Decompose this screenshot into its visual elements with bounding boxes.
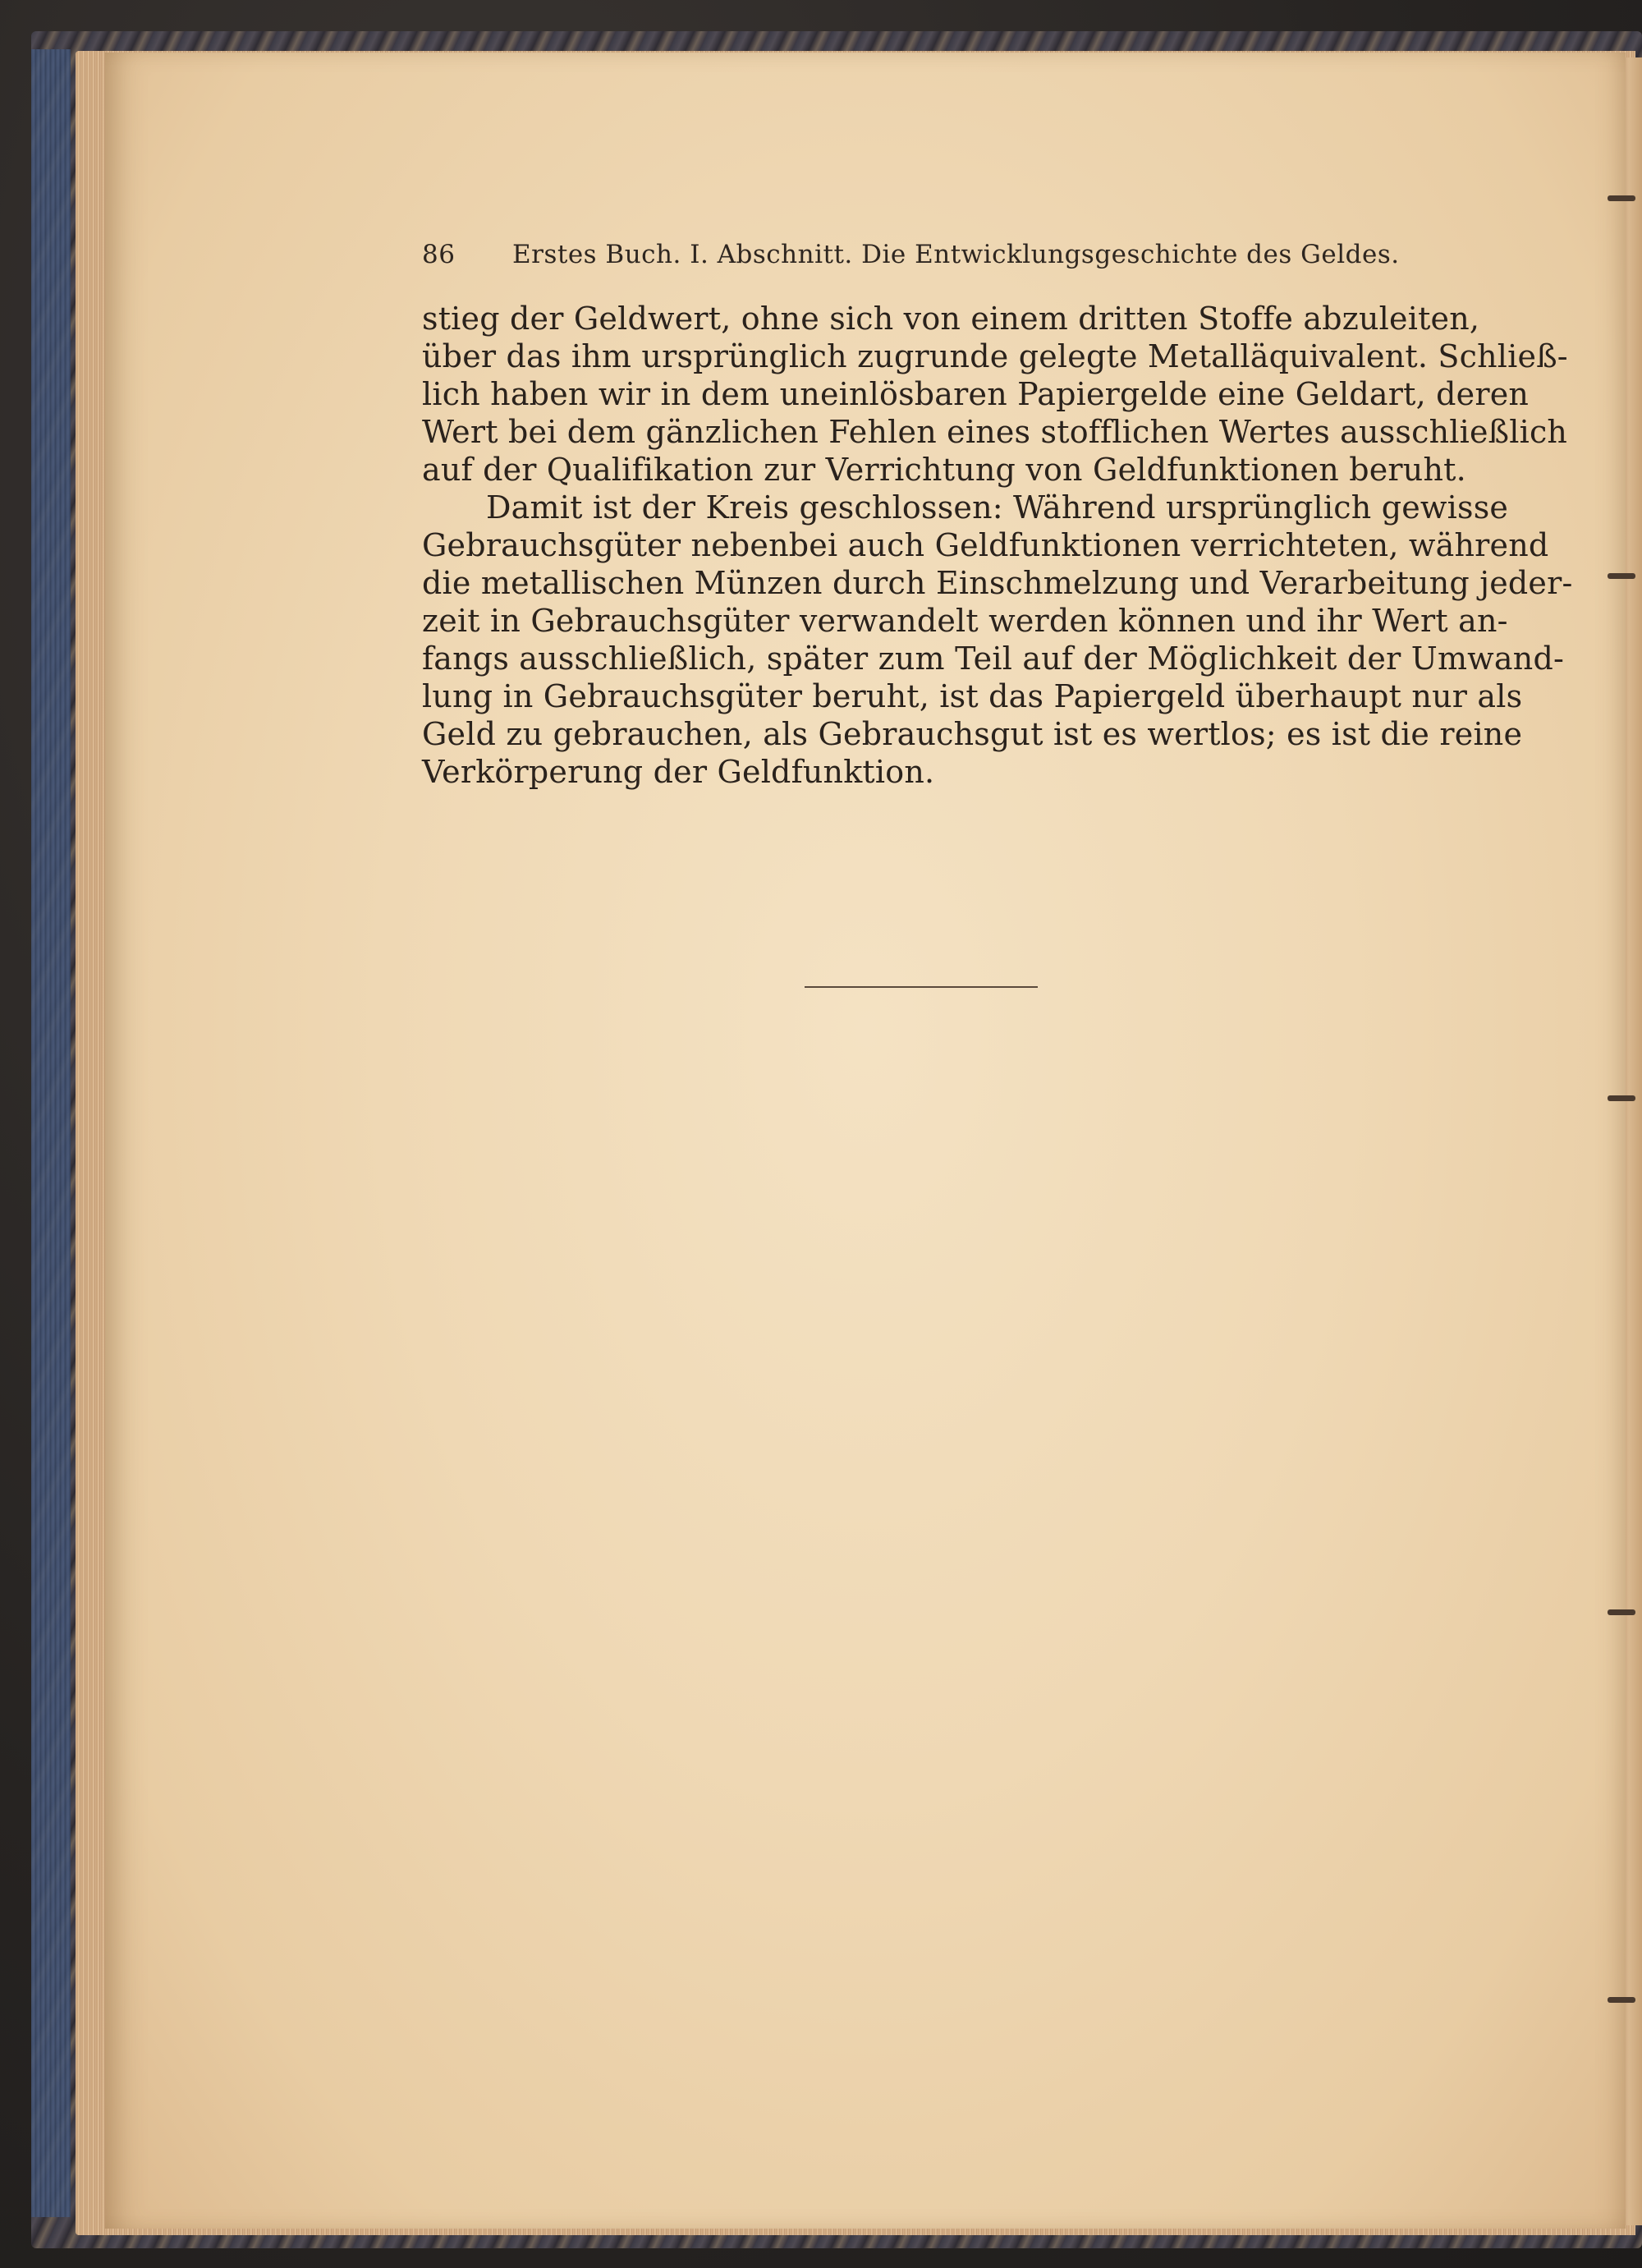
text-line: lich haben wir in dem uneinlösbaren Papiergelde eine Geldart, deren — [422, 376, 1530, 412]
page-number: 86 — [422, 240, 456, 269]
text-line: über das ihm ursprünglich zugrunde gelegte Metalläquivalent. Schließ- — [422, 338, 1568, 374]
text-line: Damit ist der Kreis geschlossen: Während ursprünglich gewisse — [486, 489, 1509, 526]
book-spine-cloth — [31, 49, 71, 2217]
text-line: Geld zu gebrauchen, als Gebrauchsgut ist es wertlos; es ist die reine — [422, 716, 1523, 752]
text-line: zeit in Gebrauchsgüter verwandelt werden können und ihr Wert an- — [422, 603, 1508, 639]
binding-stitch — [1608, 573, 1635, 579]
text-line: Gebrauchsgüter nebenbei auch Geldfunktionen verrichteten, während — [422, 527, 1549, 563]
closing-rule — [805, 986, 1038, 988]
text-line: die metallischen Münzen durch Einschmelzung und Verarbeitung jeder- — [422, 565, 1573, 601]
header-title: Erstes Buch. I. Abschnitt. Die Entwicklungsgeschichte des Geldes. — [512, 240, 1400, 269]
binding-stitch — [1608, 1095, 1635, 1101]
binding-stitch — [1608, 1997, 1635, 2003]
text-line: Verkörperung der Geldfunktion. — [422, 754, 935, 790]
binding-stitch — [1608, 1609, 1635, 1615]
text-line: Wert bei dem gänzlichen Fehlen eines stofflichen Wertes ausschließlich — [422, 414, 1568, 450]
text-line: stieg der Geldwert, ohne sich von einem dritten Stoffe abzuleiten, — [422, 301, 1480, 337]
text-line: auf der Qualifikation zur Verrichtung von Geldfunktionen beruht. — [422, 452, 1466, 488]
text-line: fangs ausschließlich, später zum Teil auf der Möglichkeit der Umwand- — [422, 640, 1565, 677]
running-header — [422, 240, 1400, 273]
text-line: lung in Gebrauchsgüter beruht, ist das Papiergeld überhaupt nur als — [422, 678, 1523, 714]
body-text — [422, 300, 1573, 791]
binding-stitch — [1608, 195, 1635, 201]
